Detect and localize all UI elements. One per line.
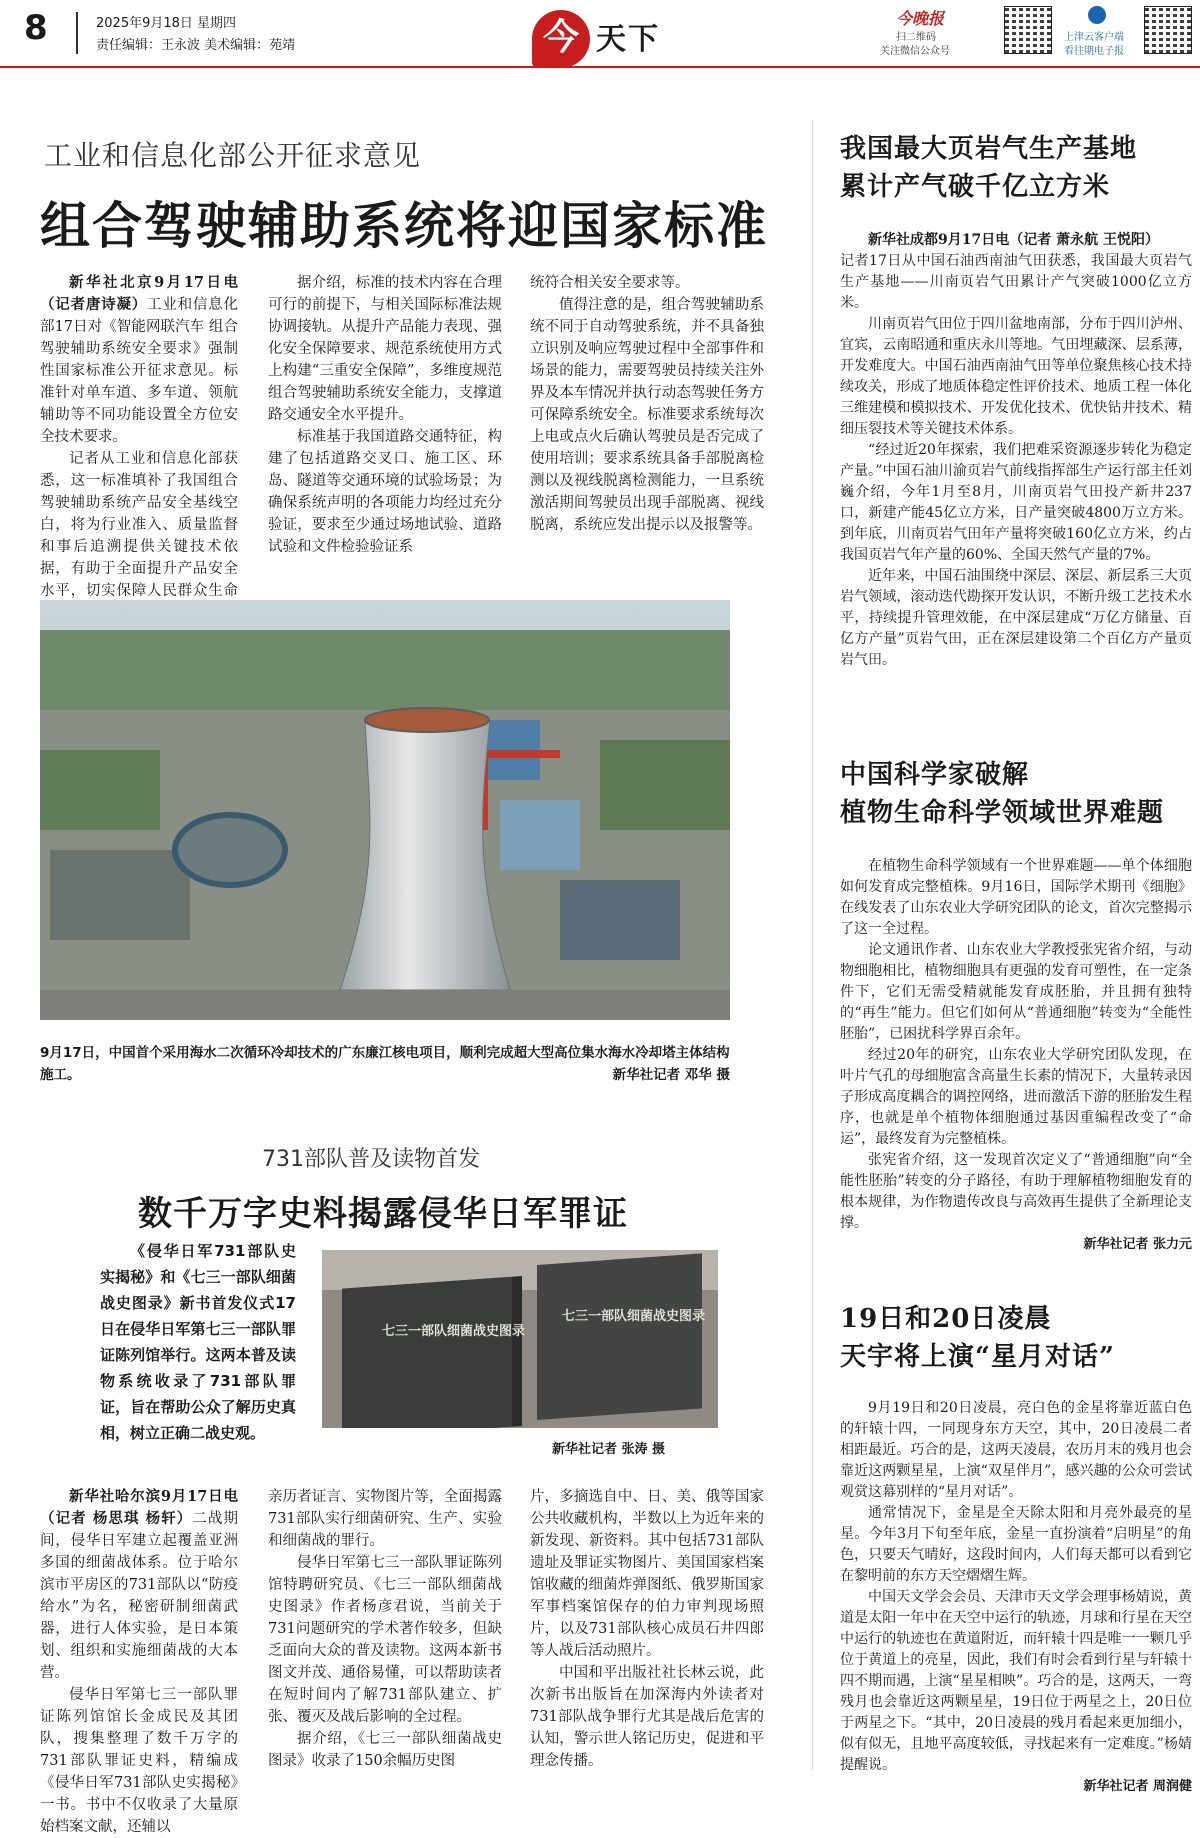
paragraph: 中国天文学会会员、天津市天文学会理事杨婧说，黄道是太阳一年中在天空中运行的轨迹，月球和行星在天空中运行的轨迹也在黄道附近，而轩辕十四是唯一一颗几乎位于黄道上的亮星，因此，我们有时会看到行星与轩辕十四不期而遇，上演“星星相映”。巧合的是，这两天，一弯残月也会靠近这两颗星星，19日位于两星之上，20日位于两星之下。“其中，20日凌晨的残月看起来更加细小，似有似无，且地平高度较低，寻找起来有一定难度。”杨婧提醒说。 bbox=[840, 1589, 1192, 1773]
paragraph: 通常情况下，金星是全天除太阳和月亮外最亮的星星。今年3月下旬至年底，金星一直扮演着“启明星”的角色，只要天气晴好，这段时间内，人们每天都可以看到它在黎明前的东方天空熠熠生辉。 bbox=[840, 1505, 1192, 1584]
article3-title: 数千万字史料揭露侵华日军罪证 bbox=[138, 1194, 628, 1234]
right-article1-dateline: 新华社成都9月17日电（记者 萧永航 王悦阳） bbox=[868, 232, 1159, 248]
paragraph: 在植物生命科学领域有一个世界难题——单个体细胞如何发育成完整植株。9月16日，国际学术期刊《细胞》在线发表了山东农业大学研究团队的论文，首次完整揭示了这一全过程。 bbox=[840, 858, 1192, 937]
article1-kicker: 工业和信息化部公开征求意见 bbox=[44, 139, 422, 172]
article3-column-3 bbox=[530, 1486, 764, 1772]
paragraph: 经过20年的研究，山东农业大学研究团队发现，在叶片气孔的母细胞富含高量生长素的情况下，大量转录因子形成高度耦合的调控网络，进而激活下游的胚胎发生程序，也就是单个植物体细胞通过基因重编程改变了“命运”，最终发育为完整植株。 bbox=[840, 1047, 1192, 1147]
photo2-credit: 新华社记者 张涛 摄 bbox=[552, 1442, 666, 1457]
paragraph: 中国和平出版社社长林云说，此次新书出版旨在加深海内外读者对731部队战争罪行尤其是战后危害的认知，警示世人铭记历史，促进和平理念传播。 bbox=[530, 1665, 764, 1769]
page-header bbox=[0, 0, 1200, 66]
caption-text: 9月17日，中国首个采用海水二次循环冷却技术的广东廉江核电项目，顺利完成超大型高位集水海水冷却塔主体结构施工。 bbox=[40, 1045, 730, 1083]
article1-column-2 bbox=[268, 272, 502, 558]
header-rule bbox=[0, 66, 1200, 68]
title-line: 植物生命科学领域世界难题 bbox=[840, 798, 1165, 828]
intro-text: 《侵华日军731部队史实揭秘》和《七三一部队细菌战史图录》新书首发仪式17日在侵华日军第七三一部队罪证陈列馆举行。这两本普及读物系统收录了731部队罪证，旨在帮助公众了解历史真相，树立正确二战史观。 bbox=[100, 1242, 296, 1442]
wechat-qr-code-icon[interactable] bbox=[1004, 6, 1052, 54]
right-article3-title bbox=[840, 1300, 1115, 1376]
issue-date: 2025年9月18日 星期四 bbox=[96, 16, 237, 31]
title-line: 19日和20日凌晨 bbox=[840, 1304, 1052, 1334]
paragraph: 统符合相关安全要求等。 bbox=[530, 275, 690, 291]
right-article2-credit: 新华社记者 张力元 bbox=[1083, 1237, 1192, 1252]
editors-line: 责任编辑：王永波 美术编辑：苑靖 bbox=[96, 38, 296, 53]
paragraph: 值得注意的是，组合驾驶辅助系统不同于自动驾驶系统，并不具备独立识别及响应驾驶过程中全部事件和场景的能力，需要驾驶员持续关注外界及本车情况并执行动态驾驶任务方可保障系统安全。标准要求系统每次上电或点火后确认驾驶员是否完成了使用培训；要求系统具备手部脱离检测以及视线脱离检测能力，一旦系统激活期间驾驶员出现手部脱离、视线脱离，系统应发出提示以及报警等。 bbox=[530, 297, 764, 533]
paragraph: 据介绍，《七三一部队细菌战史图录》收录了150余幅历史图 bbox=[268, 1731, 502, 1769]
paragraph: 侵华日军第七三一部队罪证陈列馆馆长金成民及其团队，搜集整理了数千万字的731部队罪证史料，精编成《侵华日军731部队史实揭秘》一书。书中不仅收录了大量原始档案文献，还辅以 bbox=[40, 1687, 238, 1835]
right-article1-title bbox=[840, 130, 1137, 206]
title-line: 天宇将上演“星月对话” bbox=[840, 1342, 1115, 1372]
app-name: 上津云客户端 bbox=[1064, 32, 1124, 43]
books-photo bbox=[322, 1250, 718, 1428]
brand-sub-scan: 扫二维码 bbox=[896, 32, 936, 43]
brand-logo: 今晚报 bbox=[896, 9, 945, 28]
paragraph: 记者17日从中国石油西南油气田获悉，我国最大页岩气生产基地——川南页岩气田累计产气突破1000亿立方米。 bbox=[840, 253, 1192, 311]
right-article2-body bbox=[840, 856, 1192, 1255]
article3-dateline: 新华社哈尔滨9月17日电（记者 杨思琪 杨轩） bbox=[40, 1488, 238, 1527]
title-line: 我国最大页岩气生产基地 bbox=[840, 134, 1138, 164]
article1-column-3 bbox=[530, 272, 764, 536]
column-separator bbox=[812, 120, 813, 1770]
page-number: 8 bbox=[24, 8, 48, 48]
book1-title: 七三一部队细菌战史图录 bbox=[382, 1324, 526, 1339]
brand-sub-follow: 关注微信公众号 bbox=[880, 46, 950, 57]
right-article3-body bbox=[840, 1398, 1192, 1797]
section-name: 天下 bbox=[596, 22, 660, 57]
cooling-tower-photo bbox=[40, 600, 730, 1020]
paragraph: 侵华日军第七三一部队罪证陈列馆特聘研究员、《七三一部队细菌战史图录》作者杨彦君说，当前关于731问题研究的学术著作较多，但缺乏面向大众的普及读物。这两本新书图文并茂、通俗易懂，可以帮助读者在短时间内了解731部队建立、扩张、覆灭及战后影响的全过程。 bbox=[268, 1555, 502, 1725]
title-line: 中国科学家破解 bbox=[840, 760, 1030, 790]
app-qr-code-icon[interactable] bbox=[1144, 6, 1192, 54]
header-divider bbox=[76, 12, 78, 54]
book2-title: 七三一部队细菌战史图录 bbox=[562, 1309, 706, 1324]
article3-intro bbox=[100, 1238, 296, 1446]
paragraph: 据介绍，标准的技术内容在合理可行的前提下，与相关国际标准法规协调接轨。从提升产品能力表现、强化安全保障要求、规范系统使用方式上构建“三重安全保障”，多维度规范组合驾驶辅助系统安全能力，支撑道路交通安全水平提升。 bbox=[268, 275, 502, 423]
right-article1-body bbox=[840, 230, 1192, 671]
paragraph: 川南页岩气田位于四川盆地南部，分布于四川泸州、宜宾，云南昭通和重庆永川等地。气田埋藏深、层系薄，开发难度大。中国石油西南油气田等单位聚焦核心技术持续攻关，形成了地质体稳定性评价技术、地质工程一体化三维建模和模拟技术、开发优化技术、优快钻井技术、精细压裂技术等关键技术体系。 bbox=[840, 316, 1192, 437]
paragraph: “经过近20年探索，我们把难采资源逐步转化为稳定产量。”中国石油川渝页岩气前线指挥部生产运行部主任刘巍介绍，今年1月至8月，川南页岩气田投产新井237口，新建产能45亿立方米，日产量突破4800万立方米。到年底，川南页岩气田年产量将突破160亿立方米，约占我国页岩气年产量的60%、全国天然气产量的7%。 bbox=[840, 442, 1192, 563]
paragraph: 标准基于我国道路交通特征，构建了包括道路交叉口、施工区、环岛、隧道等交通环境的试验场景；为确保系统声明的各项能力均经过充分验证，要求至少通过场地试验、道路试验和文件检验验证系 bbox=[268, 429, 502, 555]
app-sub: 看往期电子报 bbox=[1064, 46, 1124, 57]
article3-kicker: 731部队普及读物首发 bbox=[262, 1147, 480, 1172]
app-logo-icon bbox=[1088, 6, 1106, 24]
paragraph: 工业和信息化部17日对《智能网联汽车 组合驾驶辅助系统安全要求》强制性国家标准公开征求意见。标准针对单车道、多车道、领航辅助等不同功能设置全方位安全技术要求。 bbox=[40, 297, 239, 445]
right-article3-credit: 新华社记者 周润健 bbox=[1083, 1779, 1192, 1794]
paragraph: 二战期间，侵华日军建立起覆盖亚洲多国的细菌战体系。位于哈尔滨市平房区的731部队以“防疫给水”为名，秘密研制细菌武器，进行人体实验，是日本策划、组织和实施细菌战的大本营。 bbox=[40, 1511, 238, 1681]
paragraph: 近年来，中国石油围绕中深层、深层、新层系三大页岩气领域，滚动迭代勘探开发认识，不断升级工艺技术水平，持续提升管理效能，在中深层建成“万亿方储量、百亿方产量”页岩气田，正在深层建设第二个百亿方产量页岩气田。 bbox=[840, 568, 1192, 668]
article3-column-2 bbox=[268, 1486, 502, 1772]
paragraph: 论文通讯作者、山东农业大学教授张宪省介绍，与动物细胞相比，植物细胞具有更强的发育可塑性，在一定条件下，它们无需受精就能发育成胚胎，并且拥有独特的“再生”能力。但它们如何从“普通细胞”转变为“全能性胚胎”，已困扰科学界百余年。 bbox=[840, 942, 1192, 1042]
paragraph: 张宪省介绍，这一发现首次定义了“普通细胞”向“全能性胚胎”转变的分子路径，有助于理解植物细胞发育的根本规律，为作物遗传改良与高效再生提供了全新理论支撑。 bbox=[840, 1152, 1192, 1231]
article1-dateline: 新华社北京9月17日电（记者唐诗凝） bbox=[40, 274, 238, 313]
article1-column-1 bbox=[40, 272, 238, 624]
title-line: 累计产气破千亿立方米 bbox=[840, 172, 1111, 202]
photo1-caption bbox=[40, 1042, 730, 1086]
article1-title: 组合驾驶辅助系统将迎国家标准 bbox=[40, 196, 768, 255]
paragraph: 亲历者证言、实物图片等，全面揭露731部队实行细菌研究、生产、实验和细菌战的罪行。 bbox=[268, 1489, 502, 1549]
right-article2-title bbox=[840, 756, 1164, 832]
paragraph: 记者从工业和信息化部获悉，这一标准填补了我国组合驾驶辅助系统产品安全基线空白，将为行业准入、质量监督和事后追溯提供关键技术依据，有助于全面提升产品安全水平，切实保障人民群众生命 bbox=[40, 451, 238, 599]
article3-column-1 bbox=[40, 1486, 238, 1838]
paragraph: 片，多摘选自中、日、美、俄等国家公共收藏机构，半数以上为近年来的新发现、新资料。其中包括731部队遗址及罪证实物图片、美国国家档案馆收藏的细菌炸弹图纸、俄罗斯国家军事档案馆保存的伯力审判现场照片，以及731部队核心成员石井四郎等人战后活动照片。 bbox=[530, 1489, 764, 1659]
section-logo-icon: 今 bbox=[532, 10, 590, 68]
photo1-credit: 新华社记者 邓华 摄 bbox=[612, 1067, 730, 1083]
paragraph: 9月19日和20日凌晨，亮白色的金星将靠近蓝白色的轩辕十四，一同现身东方天空，其中，20日凌晨二者相距最近。巧合的是，这两天凌晨，农历月末的残月也会靠近这两颗星星，上演“双星伴月”，感兴趣的公众可尝试观赏这幕别样的“星月对话”。 bbox=[840, 1400, 1192, 1500]
